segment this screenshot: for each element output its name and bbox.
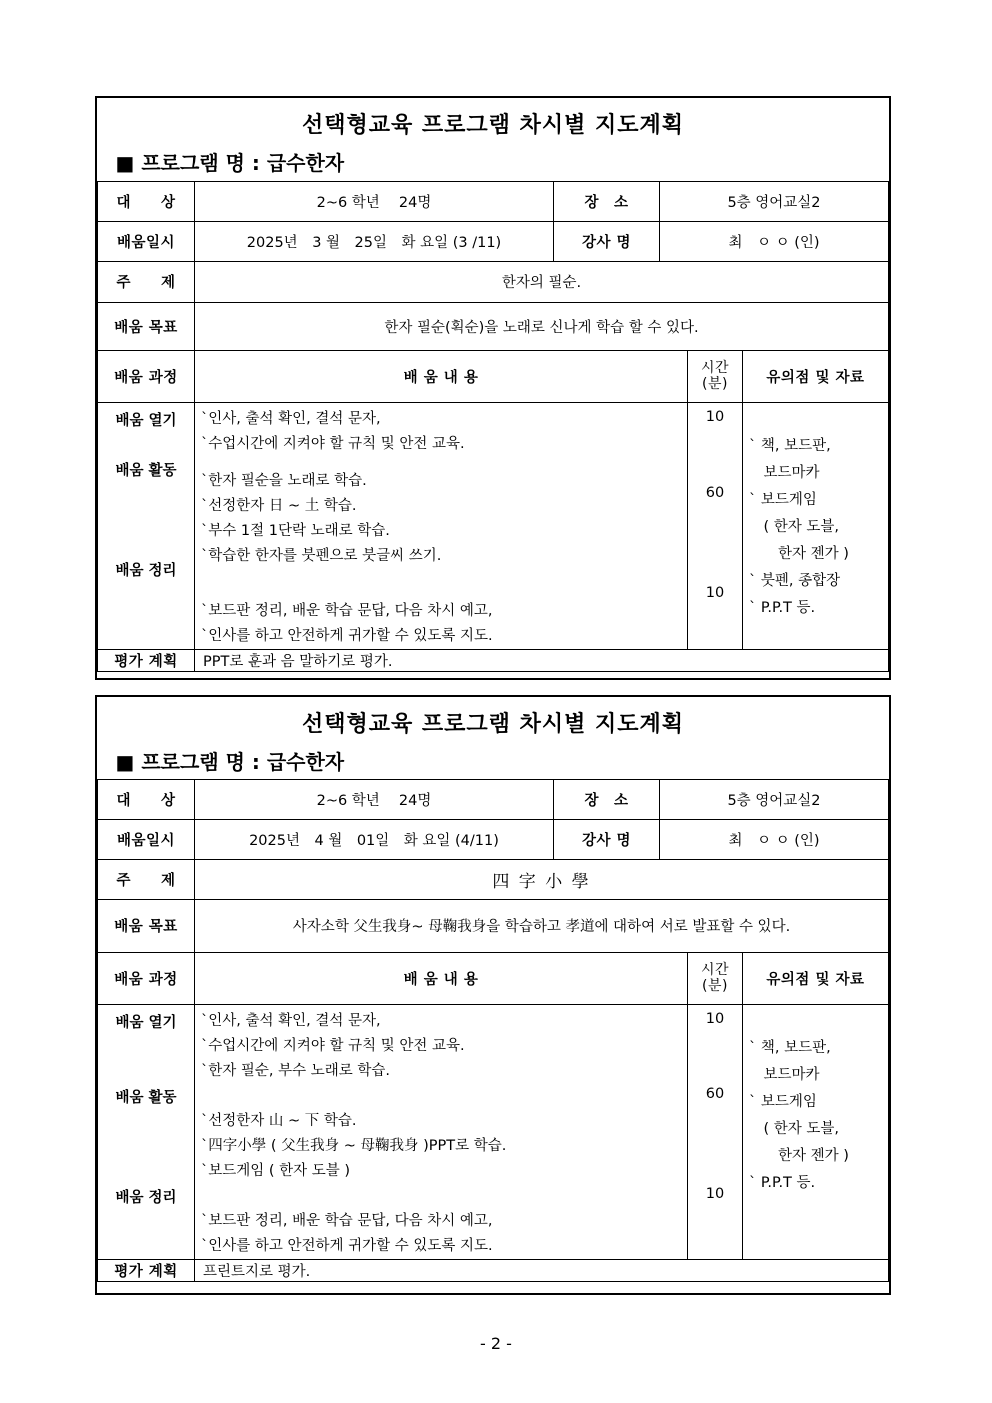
plan-title: 선택형교육 프로그램 차시별 지도계획: [301, 711, 684, 737]
note-line: 한자 젠가 ): [749, 1147, 849, 1164]
goal-value: 한자 필순(획순)을 노래로 신나게 학습 할 수 있다.: [195, 302, 889, 350]
eval-value: 프린트지로 평가.: [195, 1259, 889, 1281]
teacher-value: 최 ㅇ ㅇ (인): [660, 221, 889, 261]
note-line: ` 책, 보드판,: [749, 437, 831, 454]
steps-cell: [98, 402, 195, 649]
content-line: [201, 457, 687, 469]
time-activity: 60: [705, 484, 725, 501]
content-header: 배 움 내 용: [195, 952, 688, 1004]
lesson-plan-2: [95, 695, 891, 1295]
content-line: `한자 필순을 노래로 학습.: [201, 472, 367, 489]
time-closing: 10: [705, 1185, 725, 1202]
subject-value: 한자의 필순.: [195, 261, 889, 302]
content-line: `인사, 출석 확인, 결석 문자,: [201, 1012, 381, 1029]
place-value: 5층 영어교실2: [660, 181, 889, 221]
content-line: `보드게임 ( 한자 도블 ): [201, 1162, 351, 1179]
time-activity: 60: [705, 1085, 725, 1102]
plan-title: 선택형교육 프로그램 차시별 지도계획: [301, 113, 684, 139]
content-line: `한자 필순, 부수 노래로 학습.: [201, 1062, 390, 1079]
subject-label: 주 제: [98, 859, 195, 899]
content-line: `인사를 하고 안전하게 귀가할 수 있도록 지도.: [201, 1237, 493, 1254]
time-cell: [688, 1004, 743, 1259]
content-line: `수업시간에 지켜야 할 규칙 및 안전 교육.: [201, 1037, 465, 1054]
subject-value: 四 字 小 學: [195, 859, 889, 899]
target-label: 대 상: [98, 181, 195, 221]
process-label: 배움 과정: [98, 952, 195, 1004]
teacher-label: 강사 명: [554, 819, 660, 859]
note-line: 보드마카: [749, 464, 820, 481]
teacher-label: 강사 명: [554, 221, 660, 261]
content-line: [201, 1084, 687, 1109]
time-header: 시간 (분): [688, 350, 743, 402]
content-header: 배 움 내 용: [195, 350, 688, 402]
place-label: 장 소: [554, 779, 660, 819]
content-line: `선정한자 山 ~ 下 학습.: [201, 1112, 357, 1129]
date-label: 배움일시: [98, 221, 195, 261]
time-cell: [688, 402, 743, 649]
time-opening: 10: [705, 408, 725, 425]
time-closing: 10: [705, 584, 725, 601]
time-header: 시간 (분): [688, 952, 743, 1004]
target-value: 2~6 학년 24명: [195, 181, 554, 221]
note-line: 보드마카: [749, 1066, 820, 1083]
date-value: 2025년 4 월 01일 화 요일 (4/11): [195, 819, 554, 859]
step-closing: 배움 정리: [115, 562, 177, 579]
content-line: [201, 569, 687, 599]
content-cell: [195, 1004, 688, 1259]
note-line: ( 한자 도블,: [749, 518, 840, 535]
steps-cell: [98, 1004, 195, 1259]
date-label: 배움일시: [98, 819, 195, 859]
process-label: 배움 과정: [98, 350, 195, 402]
content-line: `인사를 하고 안전하게 귀가할 수 있도록 지도.: [201, 627, 493, 644]
target-label: 대 상: [98, 779, 195, 819]
step-activity: 배움 활동: [115, 1089, 177, 1106]
step-opening: 배움 열기: [115, 1014, 177, 1031]
goal-label: 배움 목표: [98, 302, 195, 350]
lesson-plan-table: [97, 697, 889, 1282]
content-line: `보드판 정리, 배운 학습 문답, 다음 차시 예고,: [201, 1212, 493, 1229]
note-line: ` 보드게임: [749, 491, 817, 508]
goal-value: 사자소학 父生我身~ 母鞠我身을 학습하고 孝道에 대하여 서로 발표할 수 있다.: [195, 899, 889, 952]
goal-label: 배움 목표: [98, 899, 195, 952]
program-name: ■ 프로그램 명 : 급수한자: [115, 749, 345, 774]
notes-header: 유의점 및 자료: [743, 350, 889, 402]
target-value: 2~6 학년 24명: [195, 779, 554, 819]
date-value: 2025년 3 월 25일 화 요일 (3 /11): [195, 221, 554, 261]
content-line: `선정한자 日 ~ 土 학습.: [201, 497, 357, 514]
page-number: - 2 -: [480, 1334, 512, 1353]
plan-header: [98, 98, 889, 181]
content-line: [201, 1184, 687, 1209]
content-line: `부수 1절 1단락 노래로 학습.: [201, 522, 390, 539]
note-line: 한자 젠가 ): [749, 545, 849, 562]
notes-header: 유의점 및 자료: [743, 952, 889, 1004]
notes-cell: [743, 402, 889, 649]
content-line: `보드판 정리, 배운 학습 문답, 다음 차시 예고,: [201, 602, 493, 619]
time-opening: 10: [705, 1010, 725, 1027]
note-line: ` P.P.T 등.: [749, 599, 816, 616]
subject-label: 주 제: [98, 261, 195, 302]
content-line: `수업시간에 지켜야 할 규칙 및 안전 교육.: [201, 435, 465, 452]
teacher-value: 최 ㅇ ㅇ (인): [660, 819, 889, 859]
note-line: ` 보드게임: [749, 1093, 817, 1110]
place-value: 5층 영어교실2: [660, 779, 889, 819]
place-label: 장 소: [554, 181, 660, 221]
plan-header: [98, 697, 889, 779]
step-opening: 배움 열기: [115, 412, 177, 429]
eval-value: PPT로 훈과 음 말하기로 평가.: [195, 649, 889, 671]
program-name: ■ 프로그램 명 : 급수한자: [115, 151, 345, 176]
lesson-plan-table: [97, 98, 889, 672]
content-line: `四字小學 ( 父生我身 ~ 母鞠我身 )PPT로 학습.: [201, 1137, 507, 1154]
note-line: ` 붓펜, 종합장: [749, 572, 841, 589]
step-activity: 배움 활동: [115, 462, 177, 479]
eval-label: 평가 계획: [98, 1259, 195, 1281]
lesson-plan-1: [95, 96, 891, 680]
note-line: ( 한자 도블,: [749, 1120, 840, 1137]
notes-cell: [743, 1004, 889, 1259]
note-line: ` P.P.T 등.: [749, 1174, 816, 1191]
content-line: `학습한 한자를 붓펜으로 붓글씨 쓰기.: [201, 547, 442, 564]
step-closing: 배움 정리: [115, 1189, 177, 1206]
eval-label: 평가 계획: [98, 649, 195, 671]
note-line: ` 책, 보드판,: [749, 1039, 831, 1056]
content-cell: [195, 402, 688, 649]
content-line: `인사, 출석 확인, 결석 문자,: [201, 410, 381, 427]
